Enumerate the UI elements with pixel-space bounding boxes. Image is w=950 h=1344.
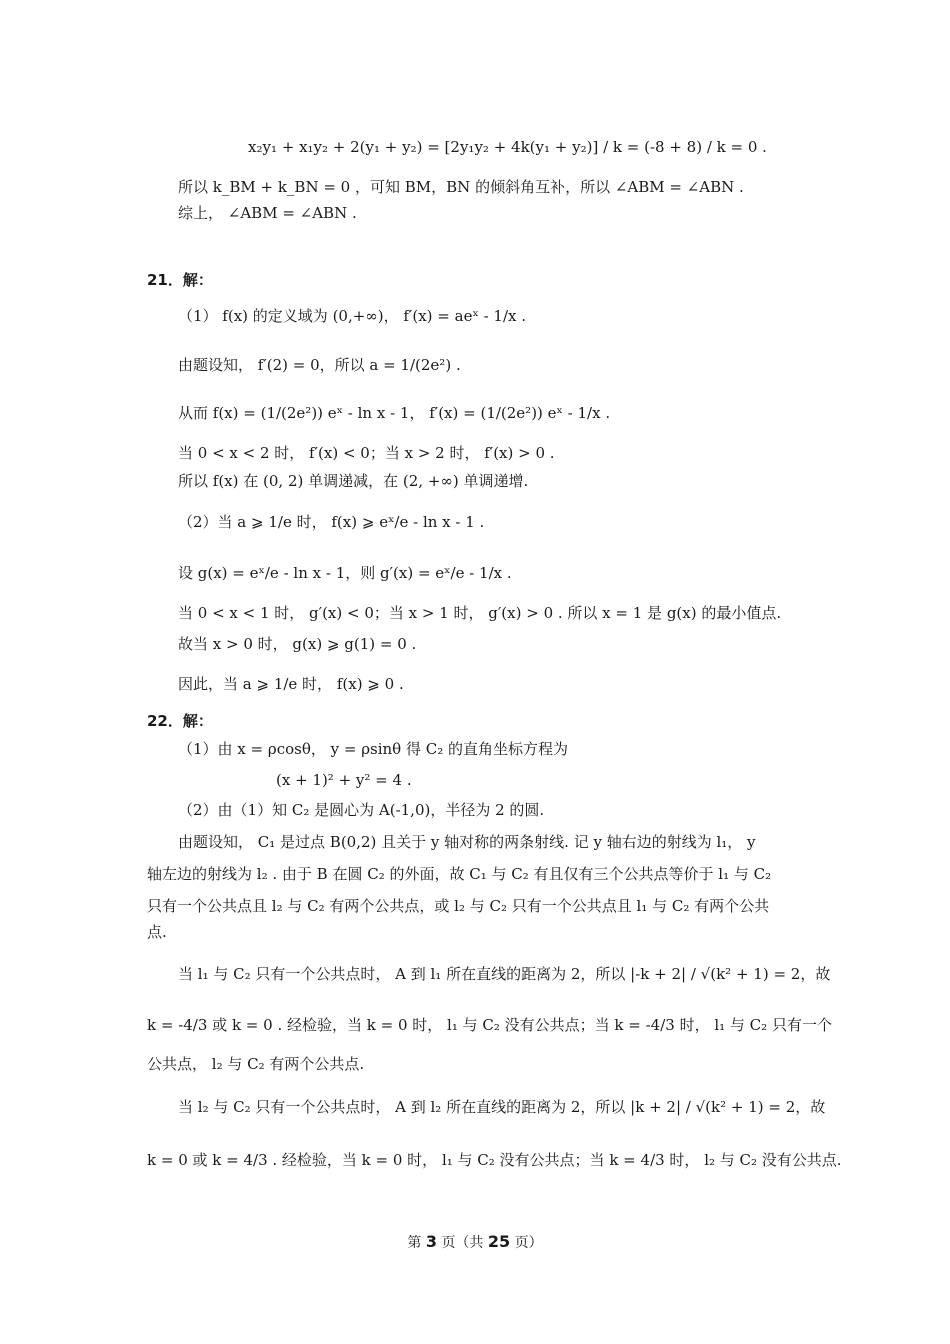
footer-suffix: 页） [514, 1235, 543, 1251]
equation-line: (x + 1)² + y² = 4 . [276, 771, 412, 789]
text-line: （1）由 x = ρcosθ， y = ρsinθ 得 C₂ 的直角坐标方程为 [178, 740, 569, 758]
text-line: （2）由（1）知 C₂ 是圆心为 A(-1,0)，半径为 2 的圆. [178, 801, 545, 819]
problem-heading: 21．解： [147, 271, 213, 289]
text-line: 所以 k_BM + k_BN = 0 ，可知 BM，BN 的倾斜角互补，所以 ∠ABM = ∠ABN . [178, 178, 744, 196]
text-line: 由题设知， f′(2) = 0，所以 a = 1/(2e²) . [178, 356, 461, 374]
text-line: 设 g(x) = eˣ/e - ln x - 1，则 g′(x) = eˣ/e - 1/x . [178, 564, 512, 582]
equation-line: x₂y₁ + x₁y₂ + 2(y₁ + y₂) = [2y₁y₂ + 4k(y₁ + y₂)] / k = (-8 + 8) / k = 0 . [248, 138, 767, 156]
text-line: 因此，当 a ⩾ 1/e 时， f(x) ⩾ 0 . [178, 675, 404, 693]
text-line: k = 0 或 k = 4/3 . 经检验，当 k = 0 时， l₁ 与 C₂ 没有公共点；当 k = 4/3 时， l₂ 与 C₂ 没有公共点. [147, 1151, 842, 1169]
text-line: 只有一个公共点且 l₂ 与 C₂ 有两个公共点，或 l₂ 与 C₂ 只有一个公共点且 l₁ 与 C₂ 有两个公共 [147, 897, 770, 915]
text-line: 公共点， l₂ 与 C₂ 有两个公共点. [147, 1055, 365, 1073]
footer-page-number: 3 [425, 1232, 437, 1251]
text-line: 当 0 < x < 1 时， g′(x) < 0；当 x > 1 时， g′(x) > 0 . 所以 x = 1 是 g(x) 的最小值点. [178, 604, 782, 622]
footer-middle: 页（共 [441, 1235, 484, 1251]
text-line: （1） f(x) 的定义域为 (0,+∞)， f′(x) = aeˣ - 1/x . [178, 307, 527, 325]
footer-prefix: 第 [407, 1235, 422, 1251]
problem-heading: 22．解： [147, 712, 213, 730]
text-line: 轴左边的射线为 l₂ . 由于 B 在圆 C₂ 的外面，故 C₁ 与 C₂ 有且仅有三个公共点等价于 l₁ 与 C₂ [147, 865, 772, 883]
text-line: （2）当 a ⩾ 1/e 时， f(x) ⩾ eˣ/e - ln x - 1 . [178, 513, 485, 531]
text-line: 当 0 < x < 2 时， f′(x) < 0；当 x > 2 时， f′(x) > 0 . [178, 444, 555, 462]
text-line: 所以 f(x) 在 (0, 2) 单调递减，在 (2, +∞) 单调递增. [178, 472, 529, 490]
text-line: k = -4/3 或 k = 0 . 经检验，当 k = 0 时， l₁ 与 C₂ 没有公共点；当 k = -4/3 时， l₁ 与 C₂ 只有一个 [147, 1016, 832, 1034]
text-line: 由题设知， C₁ 是过点 B(0,2) 且关于 y 轴对称的两条射线. 记 y 轴右边的射线为 l₁， y [178, 833, 756, 851]
text-line: 当 l₁ 与 C₂ 只有一个公共点时， A 到 l₁ 所在直线的距离为 2，所以 |-k + 2| / √(k² + 1) = 2，故 [178, 965, 831, 983]
text-line: 综上， ∠ABM = ∠ABN . [178, 204, 357, 222]
footer-total-pages: 25 [487, 1232, 511, 1251]
page-footer [0, 1232, 950, 1252]
text-line: 故当 x > 0 时， g(x) ⩾ g(1) = 0 . [178, 635, 417, 653]
text-line: 从而 f(x) = (1/(2e²)) eˣ - ln x - 1， f′(x) = (1/(2e²)) eˣ - 1/x . [178, 404, 611, 422]
text-line: 当 l₂ 与 C₂ 只有一个公共点时， A 到 l₂ 所在直线的距离为 2，所以 |k + 2| / √(k² + 1) = 2，故 [178, 1098, 826, 1116]
text-line: 点. [147, 923, 167, 941]
